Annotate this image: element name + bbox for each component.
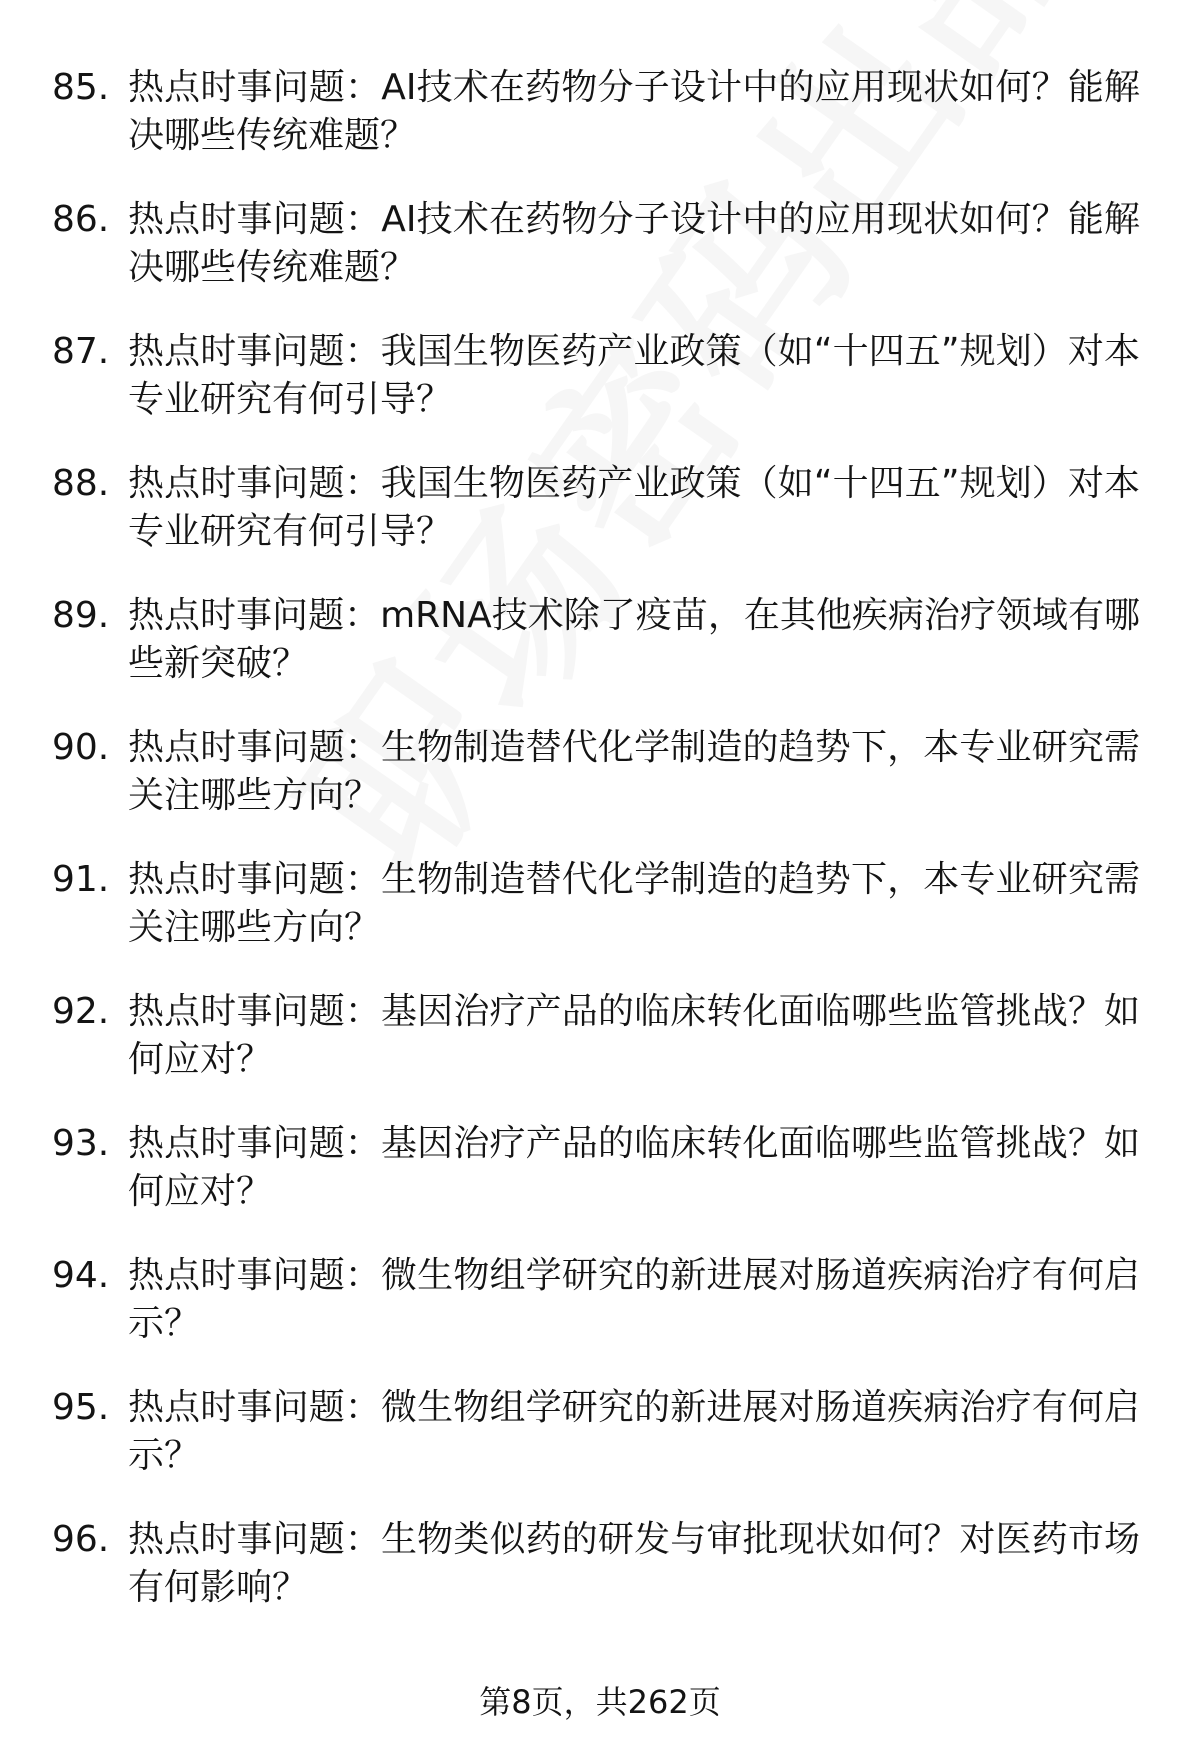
list-item <box>0 724 1200 856</box>
list-item <box>0 1384 1200 1516</box>
question-number: 93. <box>52 1123 110 1164</box>
question-text: 热点时事问题：生物类似药的研发与审批现状如何？对医药市场有何影响？ <box>128 1519 1140 1608</box>
question-text: 热点时事问题：微生物组学研究的新进展对肠道疾病治疗有何启示？ <box>128 1255 1140 1344</box>
question-list <box>0 64 1200 1648</box>
list-item <box>0 592 1200 724</box>
question-text: 热点时事问题：微生物组学研究的新进展对肠道疾病治疗有何启示？ <box>128 1387 1140 1476</box>
list-item <box>0 328 1200 460</box>
question-text: 热点时事问题：我国生物医药产业政策（如“十四五”规划）对本专业研究有何引导？ <box>128 331 1140 420</box>
question-text: 热点时事问题：基因治疗产品的临床转化面临哪些监管挑战？如何应对？ <box>128 1123 1140 1212</box>
question-number: 96. <box>52 1519 110 1560</box>
question-number: 95. <box>52 1387 110 1428</box>
list-item <box>0 460 1200 592</box>
question-number: 91. <box>52 859 110 900</box>
question-text: 热点时事问题：AI技术在药物分子设计中的应用现状如何？能解决哪些传统难题？ <box>128 199 1140 288</box>
question-number: 92. <box>52 991 110 1032</box>
list-item <box>0 856 1200 988</box>
question-text: 热点时事问题：AI技术在药物分子设计中的应用现状如何？能解决哪些传统难题？ <box>128 67 1140 156</box>
question-text: 热点时事问题：生物制造替代化学制造的趋势下，本专业研究需关注哪些方向？ <box>128 859 1140 948</box>
list-item <box>0 1516 1200 1648</box>
question-text: 热点时事问题：生物制造替代化学制造的趋势下，本专业研究需关注哪些方向？ <box>128 727 1140 816</box>
list-item <box>0 1252 1200 1384</box>
page-footer: 第8页，共262页 <box>479 1683 721 1721</box>
question-text: 热点时事问题：基因治疗产品的临床转化面临哪些监管挑战？如何应对？ <box>128 991 1140 1080</box>
question-text: 热点时事问题：我国生物医药产业政策（如“十四五”规划）对本专业研究有何引导？ <box>128 463 1140 552</box>
question-number: 89. <box>52 595 110 636</box>
question-number: 85. <box>52 67 110 108</box>
question-number: 88. <box>52 463 110 504</box>
list-item <box>0 64 1200 196</box>
question-number: 87. <box>52 331 110 372</box>
question-number: 90. <box>52 727 110 768</box>
question-number: 86. <box>52 199 110 240</box>
question-text: 热点时事问题：mRNA技术除了疫苗，在其他疾病治疗领域有哪些新突破？ <box>128 595 1140 684</box>
list-item <box>0 1120 1200 1252</box>
question-number: 94. <box>52 1255 110 1296</box>
list-item <box>0 988 1200 1120</box>
list-item <box>0 196 1200 328</box>
